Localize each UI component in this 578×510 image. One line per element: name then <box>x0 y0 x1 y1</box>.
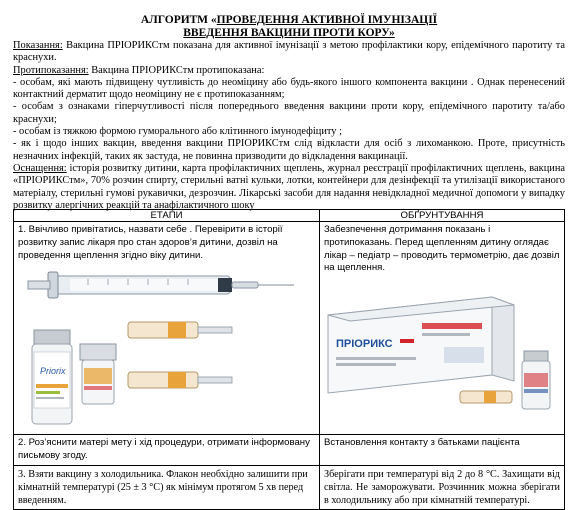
indications-label: Показання: <box>13 40 63 51</box>
contraindications-label: Протипоказання: <box>13 64 89 76</box>
vial-icon <box>522 351 550 409</box>
syringe-icon <box>28 272 294 298</box>
equipment-text: історія розвитку дитини, карта профілактичних щеплень, журнал реєстрації профілактичних щеплень, вакцина «ПРІОРИКСтм», 70% розчин спирту, стерильні ватні кульки, лотки, контейнери для дезінфекції та утилізації використаного матеріалу, стерильні гумові рукавички, дезрозчин. Лікарські засоби для надання невідкладної медичної допомоги у випадку розвитку алергічних реакцій та анафілактичного шоку <box>13 162 565 211</box>
step-cell <box>14 435 320 466</box>
box-brand-text: ПРІОРИКС <box>336 338 393 351</box>
rationale-text: Зберігати при температурі від 2 до 8 °С. Захищати від світла. Не заморожувати. Розчинник можна зберігати в холодильнику або при кімнатній температурі. <box>324 468 560 506</box>
diluent-vial-icon <box>80 344 116 404</box>
equipment-paragraph <box>13 163 565 212</box>
table-row <box>14 435 565 466</box>
header-rationale: ОБҐРУНТУВАННЯ <box>320 210 565 222</box>
indications-text: Вакцина ПРІОРИКСтм показана для активної імунізації з метою профілактики кору, епідемічного паротиту та краснухи. <box>13 40 565 64</box>
equipment-label: Оснащення: <box>13 162 67 174</box>
vaccine-vial-icon <box>32 330 72 424</box>
title-prefix: АЛГОРИТМ « <box>140 14 217 26</box>
vaccine-box-icon <box>328 297 514 393</box>
step-cell <box>14 465 320 509</box>
ampoule-icon <box>460 391 512 403</box>
vaccine-box-illustration <box>324 277 560 413</box>
rationale-text: Встановлення контакту з батьками пацієнта <box>324 437 520 449</box>
indications-paragraph <box>13 40 565 65</box>
table-header-row <box>14 210 565 222</box>
contraindications-heading <box>13 65 565 77</box>
rationale-cell <box>320 465 565 509</box>
header-steps: ЕТАПИ <box>14 210 320 222</box>
step-cell <box>14 222 320 435</box>
contraindication-item: - особам з ознаками гіперчутливості після попереднього введення вакцини проти кору, епідемічного паротиту та/або краснухи; <box>13 101 565 125</box>
title-line2: ВВЕДЕННЯ ВАКЦИНИ ПРОТИ КОРУ» <box>183 27 395 39</box>
step-text: 1. Ввічливо привітатись, назвати себе . Перевірити в історії розвитку запис лікаря про стан здоров’я дитини, дозвіл на проведення щеплення згідно віку дитини. <box>18 224 283 261</box>
ampoule-icon <box>128 322 232 338</box>
title-underlined: ПРОВЕДЕННЯ АКТИВНОЇ ІМУНІЗАЦІЇ <box>216 14 438 26</box>
table-row <box>14 222 565 435</box>
vial-brand-text: Priorix <box>40 366 66 377</box>
contraindication-item: - особам із тяжкою формою гуморального або клітинного імунодефіциту ; <box>13 126 342 138</box>
rationale-text: Забезпечення дотримання показань і протипоказань. Перед щепленням дитину оглядає лікар – педіатр – проводить термометрію, дає дозвіл на щеплення. <box>324 224 560 274</box>
contraindications-intro: Вакцина ПРІОРИКСтм протипоказана: <box>88 64 265 76</box>
procedure-table <box>13 209 565 510</box>
syringe-and-vials-image <box>18 264 315 432</box>
rationale-cell <box>320 435 565 466</box>
step-text: 3. Взяти вакцину з холодильника. Флакон необхідно залишити при кімнатній температурі (25 ± 3 °C) як мінімум протягом 5 хв перед введенням. <box>18 468 308 506</box>
ampoule-icon <box>128 372 232 388</box>
syringe-vials-illustration <box>18 264 310 432</box>
table-row <box>14 465 565 509</box>
document <box>13 14 565 212</box>
contraindication-item: - як і щодо інших вакцин, введення вакцини ПРІОРИКСтм слід відкласти для осіб з лихоманкою. Проте, присутність незначних інфекцій, таких як застуда, не повинна призводити до відкладення вакцинації. <box>13 138 565 162</box>
rationale-cell <box>320 222 565 435</box>
step-text: 2. Роз’яснити матері мету і хід процедури, отримати інформовану письмову згоду. <box>18 437 310 462</box>
vaccine-box-image <box>324 277 560 413</box>
contraindication-item: - особам, які мають підвищену чутливість до неоміцину або будь-якого іншого компонента вакцини . Однак перенесений контактний дерматит щодо неоміцину не є протипоказанням; <box>13 76 565 101</box>
document-title <box>13 14 565 40</box>
